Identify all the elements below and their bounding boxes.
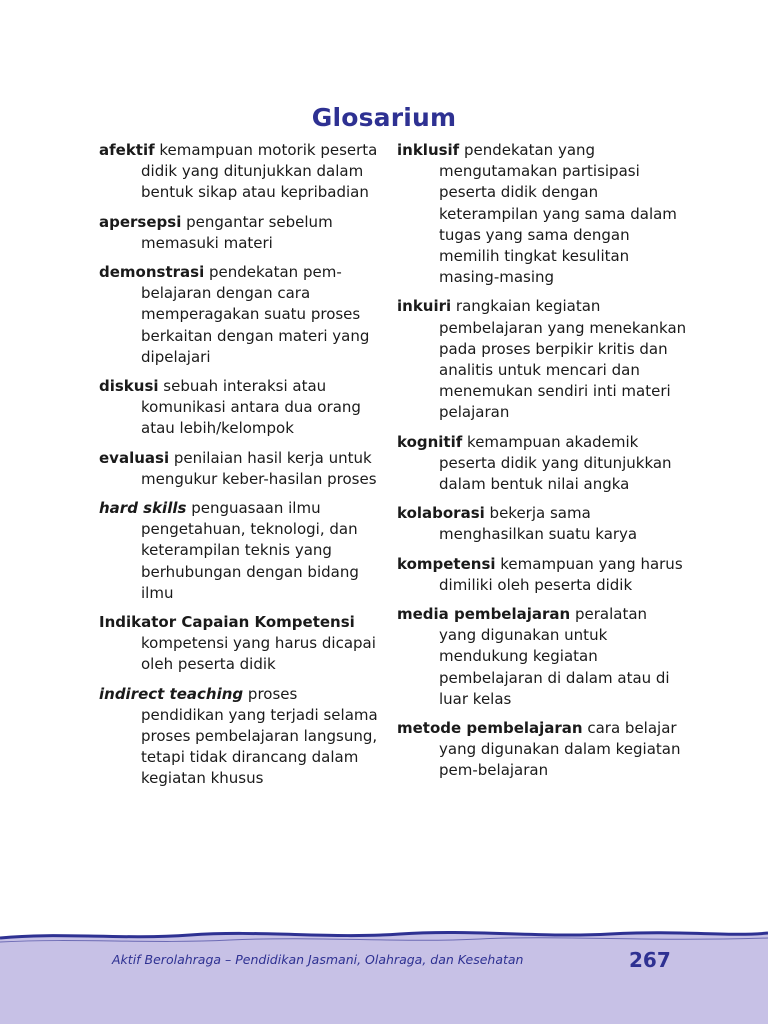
glossary-entry (99, 212, 379, 254)
glossary-definition: kemampuan akademik peserta didik yang ditunjukkan dalam bentuk nilai angka (439, 432, 672, 494)
glossary-term: apersepsi (99, 212, 182, 231)
glossary-entry (99, 262, 379, 368)
glossary-term: indirect teaching (99, 684, 244, 703)
glossary-definition: cara belajar yang digunakan dalam kegiatan pem-belajaran (439, 719, 681, 780)
glossary-term: media pembelajaran (397, 605, 571, 624)
glossary-entry (397, 604, 687, 710)
glossary-entry (397, 140, 687, 288)
glossary-term: kognitif (397, 432, 463, 451)
glossary-definition: rangkaian kegiatan pembelajaran yang menekankan pada proses berpikir kritis dan analitis untuk mencari dan menemukan sendiri inti materi pelajaran (439, 297, 687, 422)
glossary-term: kolaborasi (397, 504, 485, 523)
glossary-term: kompetensi (397, 554, 496, 573)
glossary-entry (397, 554, 687, 596)
glossary-term: inkuiri (397, 297, 452, 316)
glossary-entry (99, 140, 379, 204)
glossary-entry (99, 612, 379, 676)
glossary-term: inklusif (397, 141, 460, 159)
glossary-definition: peralatan yang digunakan untuk mendukung kegiatan pembelajaran di dalam atau di luar kelas (439, 605, 670, 708)
page-title: Glosarium (311, 102, 457, 132)
glossary-term: evaluasi (99, 448, 170, 467)
glossary-entry (99, 376, 379, 440)
glossary-term: Indikator Capaian Kompetensi (99, 613, 355, 632)
glossary-definition: pendekatan pem-belajaran dengan cara memperagakan suatu proses berkaitan dengan materi yang dipelajari (141, 263, 370, 366)
glossary-definition: pengantar sebelum memasuki materi (141, 212, 333, 252)
glossary-term: hard skills (99, 499, 187, 518)
glossary-entry (99, 498, 379, 604)
glossary-definition: proses pendidikan yang terjadi selama proses pembelajaran langsung, tetapi tidak dirancang dalam kegiatan khusus (141, 684, 378, 788)
glossary-definition: sebuah interaksi atau komunikasi antara dua orang atau lebih/kelompok (141, 377, 361, 438)
glossary-definition: kemampuan yang harus dimiliki oleh peserta didik (439, 554, 683, 594)
footer-wave-band (0, 928, 768, 1024)
glossary-column-left (99, 140, 379, 798)
wave-decoration-icon (0, 928, 768, 1024)
page-number: 267 (629, 948, 671, 972)
glossary-term: demonstrasi (99, 263, 205, 282)
footer-book-title: Aktif Berolahraga – Pendidikan Jasmani, Olahraga, dan Kesehatan (112, 952, 524, 967)
glossary-definition: kompetensi yang harus dicapai oleh peserta didik (141, 634, 376, 674)
glossary-column-right (397, 140, 687, 790)
glossary-definition: pendekatan yang mengutamakan partisipasi peserta didik dengan keterampilan yang sama dalam tugas yang sama dengan memilih tingkat kesulitan masing-masing (439, 141, 677, 287)
glossary-term: metode pembelajaran (397, 719, 583, 738)
glossary-entry (397, 432, 687, 496)
glossary-entry (99, 684, 379, 790)
glossary-entry (397, 718, 687, 782)
glossary-term: diskusi (99, 377, 159, 396)
glossary-entry (397, 503, 687, 545)
glossary-term: afektif (99, 141, 155, 159)
glossary-definition: penilaian hasil kerja untuk mengukur keber-hasilan proses (141, 448, 377, 488)
glossary-definition: bekerja sama menghasilkan suatu karya (439, 504, 638, 544)
glossary-definition: penguasaan ilmu pengetahuan, teknologi, dan keterampilan teknis yang berhubungan dengan bidang ilmu (141, 499, 359, 602)
glossary-definition: kemampuan motorik peserta didik yang ditunjukkan dalam bentuk sikap atau kepribadian (141, 141, 378, 202)
glossary-entry (397, 296, 687, 423)
glossary-entry (99, 448, 379, 490)
